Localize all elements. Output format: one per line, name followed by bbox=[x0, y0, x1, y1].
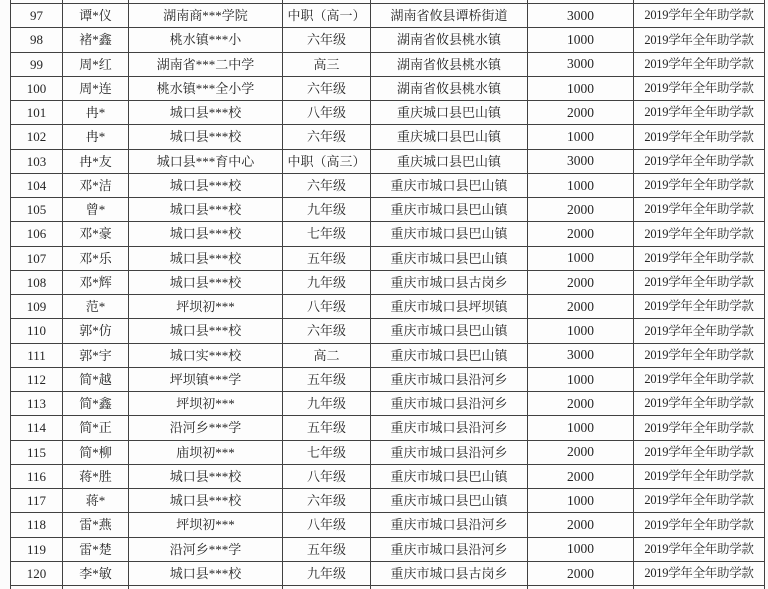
row-index-cell: 113 bbox=[11, 392, 63, 416]
name-cell: 冉* bbox=[63, 125, 129, 149]
grade-cell: 七年级 bbox=[283, 441, 371, 465]
table-row bbox=[11, 271, 765, 295]
note-cell: 2019学年全年助学款 bbox=[634, 271, 765, 295]
amount-cell: 2000 bbox=[528, 465, 634, 489]
row-index-cell: 105 bbox=[11, 198, 63, 222]
school-cell: 城口县***校 bbox=[129, 198, 283, 222]
row-index-cell: 97 bbox=[11, 4, 63, 28]
school-cell: 城口县***校 bbox=[129, 465, 283, 489]
amount-cell: 2000 bbox=[528, 101, 634, 125]
school-cell: 坪坝初*** bbox=[129, 392, 283, 416]
location-cell: 湖南省攸县桃水镇 bbox=[371, 77, 528, 101]
school-cell: 城口县***校 bbox=[129, 222, 283, 246]
row-index-cell: 99 bbox=[11, 53, 63, 77]
name-cell: 曾* bbox=[63, 198, 129, 222]
amount-cell: 2000 bbox=[528, 198, 634, 222]
grade-cell: 高三 bbox=[283, 53, 371, 77]
location-cell: 重庆市城口县巴山镇 bbox=[371, 247, 528, 271]
table-row bbox=[11, 77, 765, 101]
name-cell: 邓*豪 bbox=[63, 222, 129, 246]
table-row bbox=[11, 125, 765, 149]
note-cell: 2019学年全年助学款 bbox=[634, 28, 765, 52]
school-cell: 坪坝初*** bbox=[129, 513, 283, 537]
note-cell: 2019学年全年助学款 bbox=[634, 465, 765, 489]
grade-cell: 六年级 bbox=[283, 174, 371, 198]
grade-cell: 高二 bbox=[283, 344, 371, 368]
name-cell: 李*敏 bbox=[63, 562, 129, 586]
grade-cell: 八年级 bbox=[283, 295, 371, 319]
location-cell: 重庆市城口县巴山镇 bbox=[371, 319, 528, 343]
row-index-cell: 108 bbox=[11, 271, 63, 295]
name-cell: 简*柳 bbox=[63, 441, 129, 465]
name-cell: 冉*友 bbox=[63, 150, 129, 174]
grade-cell: 五年级 bbox=[283, 538, 371, 562]
location-cell: 重庆市城口县沿河乡 bbox=[371, 538, 528, 562]
amount-cell: 3000 bbox=[528, 53, 634, 77]
row-index-cell: 101 bbox=[11, 101, 63, 125]
grade-cell: 九年级 bbox=[283, 562, 371, 586]
note-cell: 2019学年全年助学款 bbox=[634, 101, 765, 125]
amount-cell: 1000 bbox=[528, 489, 634, 513]
location-cell: 重庆市城口县沿河乡 bbox=[371, 392, 528, 416]
location-cell: 重庆城口县巴山镇 bbox=[371, 125, 528, 149]
grade-cell: 六年级 bbox=[283, 28, 371, 52]
row-index-cell: 110 bbox=[11, 319, 63, 343]
row-index-cell: 109 bbox=[11, 295, 63, 319]
table-row bbox=[11, 538, 765, 562]
table-row bbox=[11, 441, 765, 465]
school-cell: 沿河乡***学 bbox=[129, 416, 283, 440]
school-cell: 城口县***育中心 bbox=[129, 150, 283, 174]
grade-cell: 九年级 bbox=[283, 198, 371, 222]
amount-cell: 2000 bbox=[528, 222, 634, 246]
table-row bbox=[11, 101, 765, 125]
amount-cell: 1000 bbox=[528, 416, 634, 440]
grade-cell: 六年级 bbox=[283, 125, 371, 149]
note-cell: 2019学年全年助学款 bbox=[634, 77, 765, 101]
amount-cell: 1000 bbox=[528, 247, 634, 271]
location-cell: 重庆市城口县沿河乡 bbox=[371, 441, 528, 465]
row-index-cell: 102 bbox=[11, 125, 63, 149]
aid-table-body bbox=[11, 4, 765, 586]
school-cell: 城口县***校 bbox=[129, 562, 283, 586]
amount-cell: 2000 bbox=[528, 513, 634, 537]
note-cell: 2019学年全年助学款 bbox=[634, 247, 765, 271]
note-cell: 2019学年全年助学款 bbox=[634, 125, 765, 149]
row-index-cell: 111 bbox=[11, 344, 63, 368]
row-index-cell: 120 bbox=[11, 562, 63, 586]
row-index-cell: 104 bbox=[11, 174, 63, 198]
location-cell: 重庆市城口县巴山镇 bbox=[371, 222, 528, 246]
grade-cell: 五年级 bbox=[283, 416, 371, 440]
school-cell: 坪坝初*** bbox=[129, 295, 283, 319]
school-cell: 坪坝镇***学 bbox=[129, 368, 283, 392]
grade-cell: 八年级 bbox=[283, 513, 371, 537]
school-cell: 城口县***校 bbox=[129, 174, 283, 198]
table-row bbox=[11, 392, 765, 416]
location-cell: 重庆市城口县巴山镇 bbox=[371, 465, 528, 489]
amount-cell: 1000 bbox=[528, 125, 634, 149]
note-cell: 2019学年全年助学款 bbox=[634, 538, 765, 562]
name-cell: 冉* bbox=[63, 101, 129, 125]
table-row bbox=[11, 295, 765, 319]
school-cell: 城口县***校 bbox=[129, 271, 283, 295]
location-cell: 湖南省攸县桃水镇 bbox=[371, 53, 528, 77]
school-cell: 湖南商***学院 bbox=[129, 4, 283, 28]
note-cell: 2019学年全年助学款 bbox=[634, 150, 765, 174]
grade-cell: 六年级 bbox=[283, 77, 371, 101]
name-cell: 邓*乐 bbox=[63, 247, 129, 271]
note-cell: 2019学年全年助学款 bbox=[634, 392, 765, 416]
name-cell: 褚*鑫 bbox=[63, 28, 129, 52]
amount-cell: 1000 bbox=[528, 368, 634, 392]
amount-cell: 3000 bbox=[528, 344, 634, 368]
table-row bbox=[11, 465, 765, 489]
table-row bbox=[11, 247, 765, 271]
grade-cell: 九年级 bbox=[283, 271, 371, 295]
grade-cell: 八年级 bbox=[283, 101, 371, 125]
name-cell: 简*鑫 bbox=[63, 392, 129, 416]
location-cell: 重庆市城口县巴山镇 bbox=[371, 198, 528, 222]
amount-cell: 1000 bbox=[528, 174, 634, 198]
table-row bbox=[11, 53, 765, 77]
grade-cell: 七年级 bbox=[283, 222, 371, 246]
name-cell: 雷*燕 bbox=[63, 513, 129, 537]
grade-cell: 中职（高三） bbox=[283, 150, 371, 174]
amount-cell: 3000 bbox=[528, 4, 634, 28]
location-cell: 重庆市城口县沿河乡 bbox=[371, 513, 528, 537]
note-cell: 2019学年全年助学款 bbox=[634, 344, 765, 368]
table-row bbox=[11, 4, 765, 28]
row-index-cell: 118 bbox=[11, 513, 63, 537]
school-cell: 城口县***校 bbox=[129, 247, 283, 271]
school-cell: 城口县***校 bbox=[129, 319, 283, 343]
location-cell: 重庆市城口县沿河乡 bbox=[371, 368, 528, 392]
location-cell: 重庆城口县巴山镇 bbox=[371, 101, 528, 125]
grade-cell: 八年级 bbox=[283, 465, 371, 489]
name-cell: 蒋*胜 bbox=[63, 465, 129, 489]
row-index-cell: 103 bbox=[11, 150, 63, 174]
table-row bbox=[11, 28, 765, 52]
grade-cell: 五年级 bbox=[283, 368, 371, 392]
note-cell: 2019学年全年助学款 bbox=[634, 295, 765, 319]
school-cell: 湖南省***二中学 bbox=[129, 53, 283, 77]
row-index-cell: 114 bbox=[11, 416, 63, 440]
amount-cell: 2000 bbox=[528, 562, 634, 586]
row-index-cell: 115 bbox=[11, 441, 63, 465]
note-cell: 2019学年全年助学款 bbox=[634, 4, 765, 28]
amount-cell: 1000 bbox=[528, 538, 634, 562]
location-cell: 重庆市城口县巴山镇 bbox=[371, 344, 528, 368]
note-cell: 2019学年全年助学款 bbox=[634, 222, 765, 246]
name-cell: 范* bbox=[63, 295, 129, 319]
name-cell: 周*红 bbox=[63, 53, 129, 77]
note-cell: 2019学年全年助学款 bbox=[634, 513, 765, 537]
school-cell: 城口县***校 bbox=[129, 125, 283, 149]
location-cell: 重庆城口县巴山镇 bbox=[371, 150, 528, 174]
location-cell: 重庆市城口县古岗乡 bbox=[371, 562, 528, 586]
school-cell: 城口县***校 bbox=[129, 101, 283, 125]
location-cell: 重庆市城口县坪坝镇 bbox=[371, 295, 528, 319]
table-row bbox=[11, 222, 765, 246]
table-row bbox=[11, 489, 765, 513]
amount-cell: 2000 bbox=[528, 392, 634, 416]
location-cell: 重庆市城口县古岗乡 bbox=[371, 271, 528, 295]
table-row bbox=[11, 513, 765, 537]
name-cell: 简*正 bbox=[63, 416, 129, 440]
row-index-cell: 98 bbox=[11, 28, 63, 52]
school-cell: 城口县***校 bbox=[129, 489, 283, 513]
amount-cell: 1000 bbox=[528, 77, 634, 101]
name-cell: 周*连 bbox=[63, 77, 129, 101]
row-index-cell: 119 bbox=[11, 538, 63, 562]
note-cell: 2019学年全年助学款 bbox=[634, 416, 765, 440]
table-row bbox=[11, 562, 765, 586]
note-cell: 2019学年全年助学款 bbox=[634, 562, 765, 586]
note-cell: 2019学年全年助学款 bbox=[634, 198, 765, 222]
amount-cell: 2000 bbox=[528, 441, 634, 465]
school-cell: 沿河乡***学 bbox=[129, 538, 283, 562]
grade-cell: 六年级 bbox=[283, 489, 371, 513]
location-cell: 重庆市城口县巴山镇 bbox=[371, 489, 528, 513]
table-row bbox=[11, 150, 765, 174]
amount-cell: 1000 bbox=[528, 28, 634, 52]
school-cell: 城口实***校 bbox=[129, 344, 283, 368]
grade-cell: 中职（高一） bbox=[283, 4, 371, 28]
name-cell: 谭*仪 bbox=[63, 4, 129, 28]
name-cell: 邓*辉 bbox=[63, 271, 129, 295]
location-cell: 重庆市城口县巴山镇 bbox=[371, 174, 528, 198]
note-cell: 2019学年全年助学款 bbox=[634, 174, 765, 198]
location-cell: 湖南省攸县谭桥街道 bbox=[371, 4, 528, 28]
note-cell: 2019学年全年助学款 bbox=[634, 368, 765, 392]
note-cell: 2019学年全年助学款 bbox=[634, 319, 765, 343]
table-row bbox=[11, 198, 765, 222]
amount-cell: 2000 bbox=[528, 271, 634, 295]
grade-cell: 九年级 bbox=[283, 392, 371, 416]
note-cell: 2019学年全年助学款 bbox=[634, 441, 765, 465]
amount-cell: 1000 bbox=[528, 319, 634, 343]
location-cell: 湖南省攸县桃水镇 bbox=[371, 28, 528, 52]
row-index-cell: 106 bbox=[11, 222, 63, 246]
amount-cell: 3000 bbox=[528, 150, 634, 174]
table-row bbox=[11, 319, 765, 343]
note-cell: 2019学年全年助学款 bbox=[634, 53, 765, 77]
row-index-cell: 112 bbox=[11, 368, 63, 392]
grade-cell: 五年级 bbox=[283, 247, 371, 271]
aid-table bbox=[10, 0, 765, 589]
row-index-cell: 117 bbox=[11, 489, 63, 513]
name-cell: 简*越 bbox=[63, 368, 129, 392]
name-cell: 邓*洁 bbox=[63, 174, 129, 198]
note-cell: 2019学年全年助学款 bbox=[634, 489, 765, 513]
name-cell: 蒋* bbox=[63, 489, 129, 513]
name-cell: 郭*宇 bbox=[63, 344, 129, 368]
table-row bbox=[11, 368, 765, 392]
row-index-cell: 100 bbox=[11, 77, 63, 101]
school-cell: 庙坝初*** bbox=[129, 441, 283, 465]
grade-cell: 六年级 bbox=[283, 319, 371, 343]
amount-cell: 2000 bbox=[528, 295, 634, 319]
location-cell: 重庆市城口县沿河乡 bbox=[371, 416, 528, 440]
row-index-cell: 107 bbox=[11, 247, 63, 271]
name-cell: 雷*楚 bbox=[63, 538, 129, 562]
row-index-cell: 116 bbox=[11, 465, 63, 489]
table-row bbox=[11, 344, 765, 368]
name-cell: 郭*仿 bbox=[63, 319, 129, 343]
table-row bbox=[11, 416, 765, 440]
table-row bbox=[11, 174, 765, 198]
school-cell: 桃水镇***全小学 bbox=[129, 77, 283, 101]
school-cell: 桃水镇***小 bbox=[129, 28, 283, 52]
